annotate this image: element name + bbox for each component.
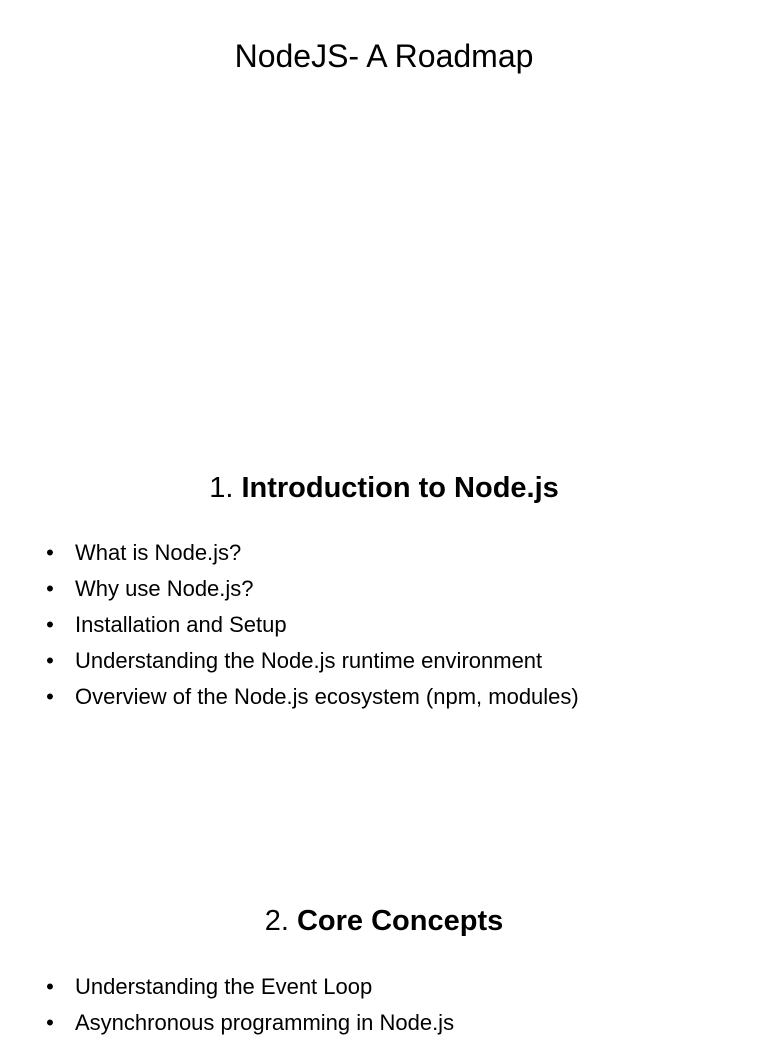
list-item [0,607,768,643]
section-number: 1. [209,472,242,504]
section-heading [0,901,768,941]
list-item-text: Understanding the Node.js runtime environment [75,648,543,673]
bullet-list [0,969,768,1041]
list-item [0,643,768,679]
list-item-text: Asynchronous programming in Node.js [75,1010,455,1035]
list-item [0,969,768,1005]
list-item-text: Why use Node.js? [75,576,254,601]
bullet-icon: • [46,576,54,601]
section-number: 2. [264,905,297,937]
list-item [0,679,768,715]
list-item-text: Understanding the Event Loop [75,974,373,999]
bullet-icon: • [46,540,54,565]
list-item [0,1005,768,1041]
bullet-icon: • [46,648,54,673]
section-heading [0,468,768,508]
bullet-icon: • [46,1010,54,1035]
list-item [0,535,768,571]
list-item-text: What is Node.js? [75,540,242,565]
bullet-icon: • [46,684,54,709]
section-title: Introduction to Node.js [241,472,559,504]
bullet-list [0,535,768,715]
bullet-icon: • [46,974,54,999]
list-item [0,571,768,607]
page-title: NodeJS- A Roadmap [234,38,534,74]
list-item-text: Installation and Setup [75,612,287,637]
bullet-icon: • [46,612,54,637]
section-title: Core Concepts [296,905,504,937]
list-item-text: Overview of the Node.js ecosystem (npm, modules) [75,684,579,709]
